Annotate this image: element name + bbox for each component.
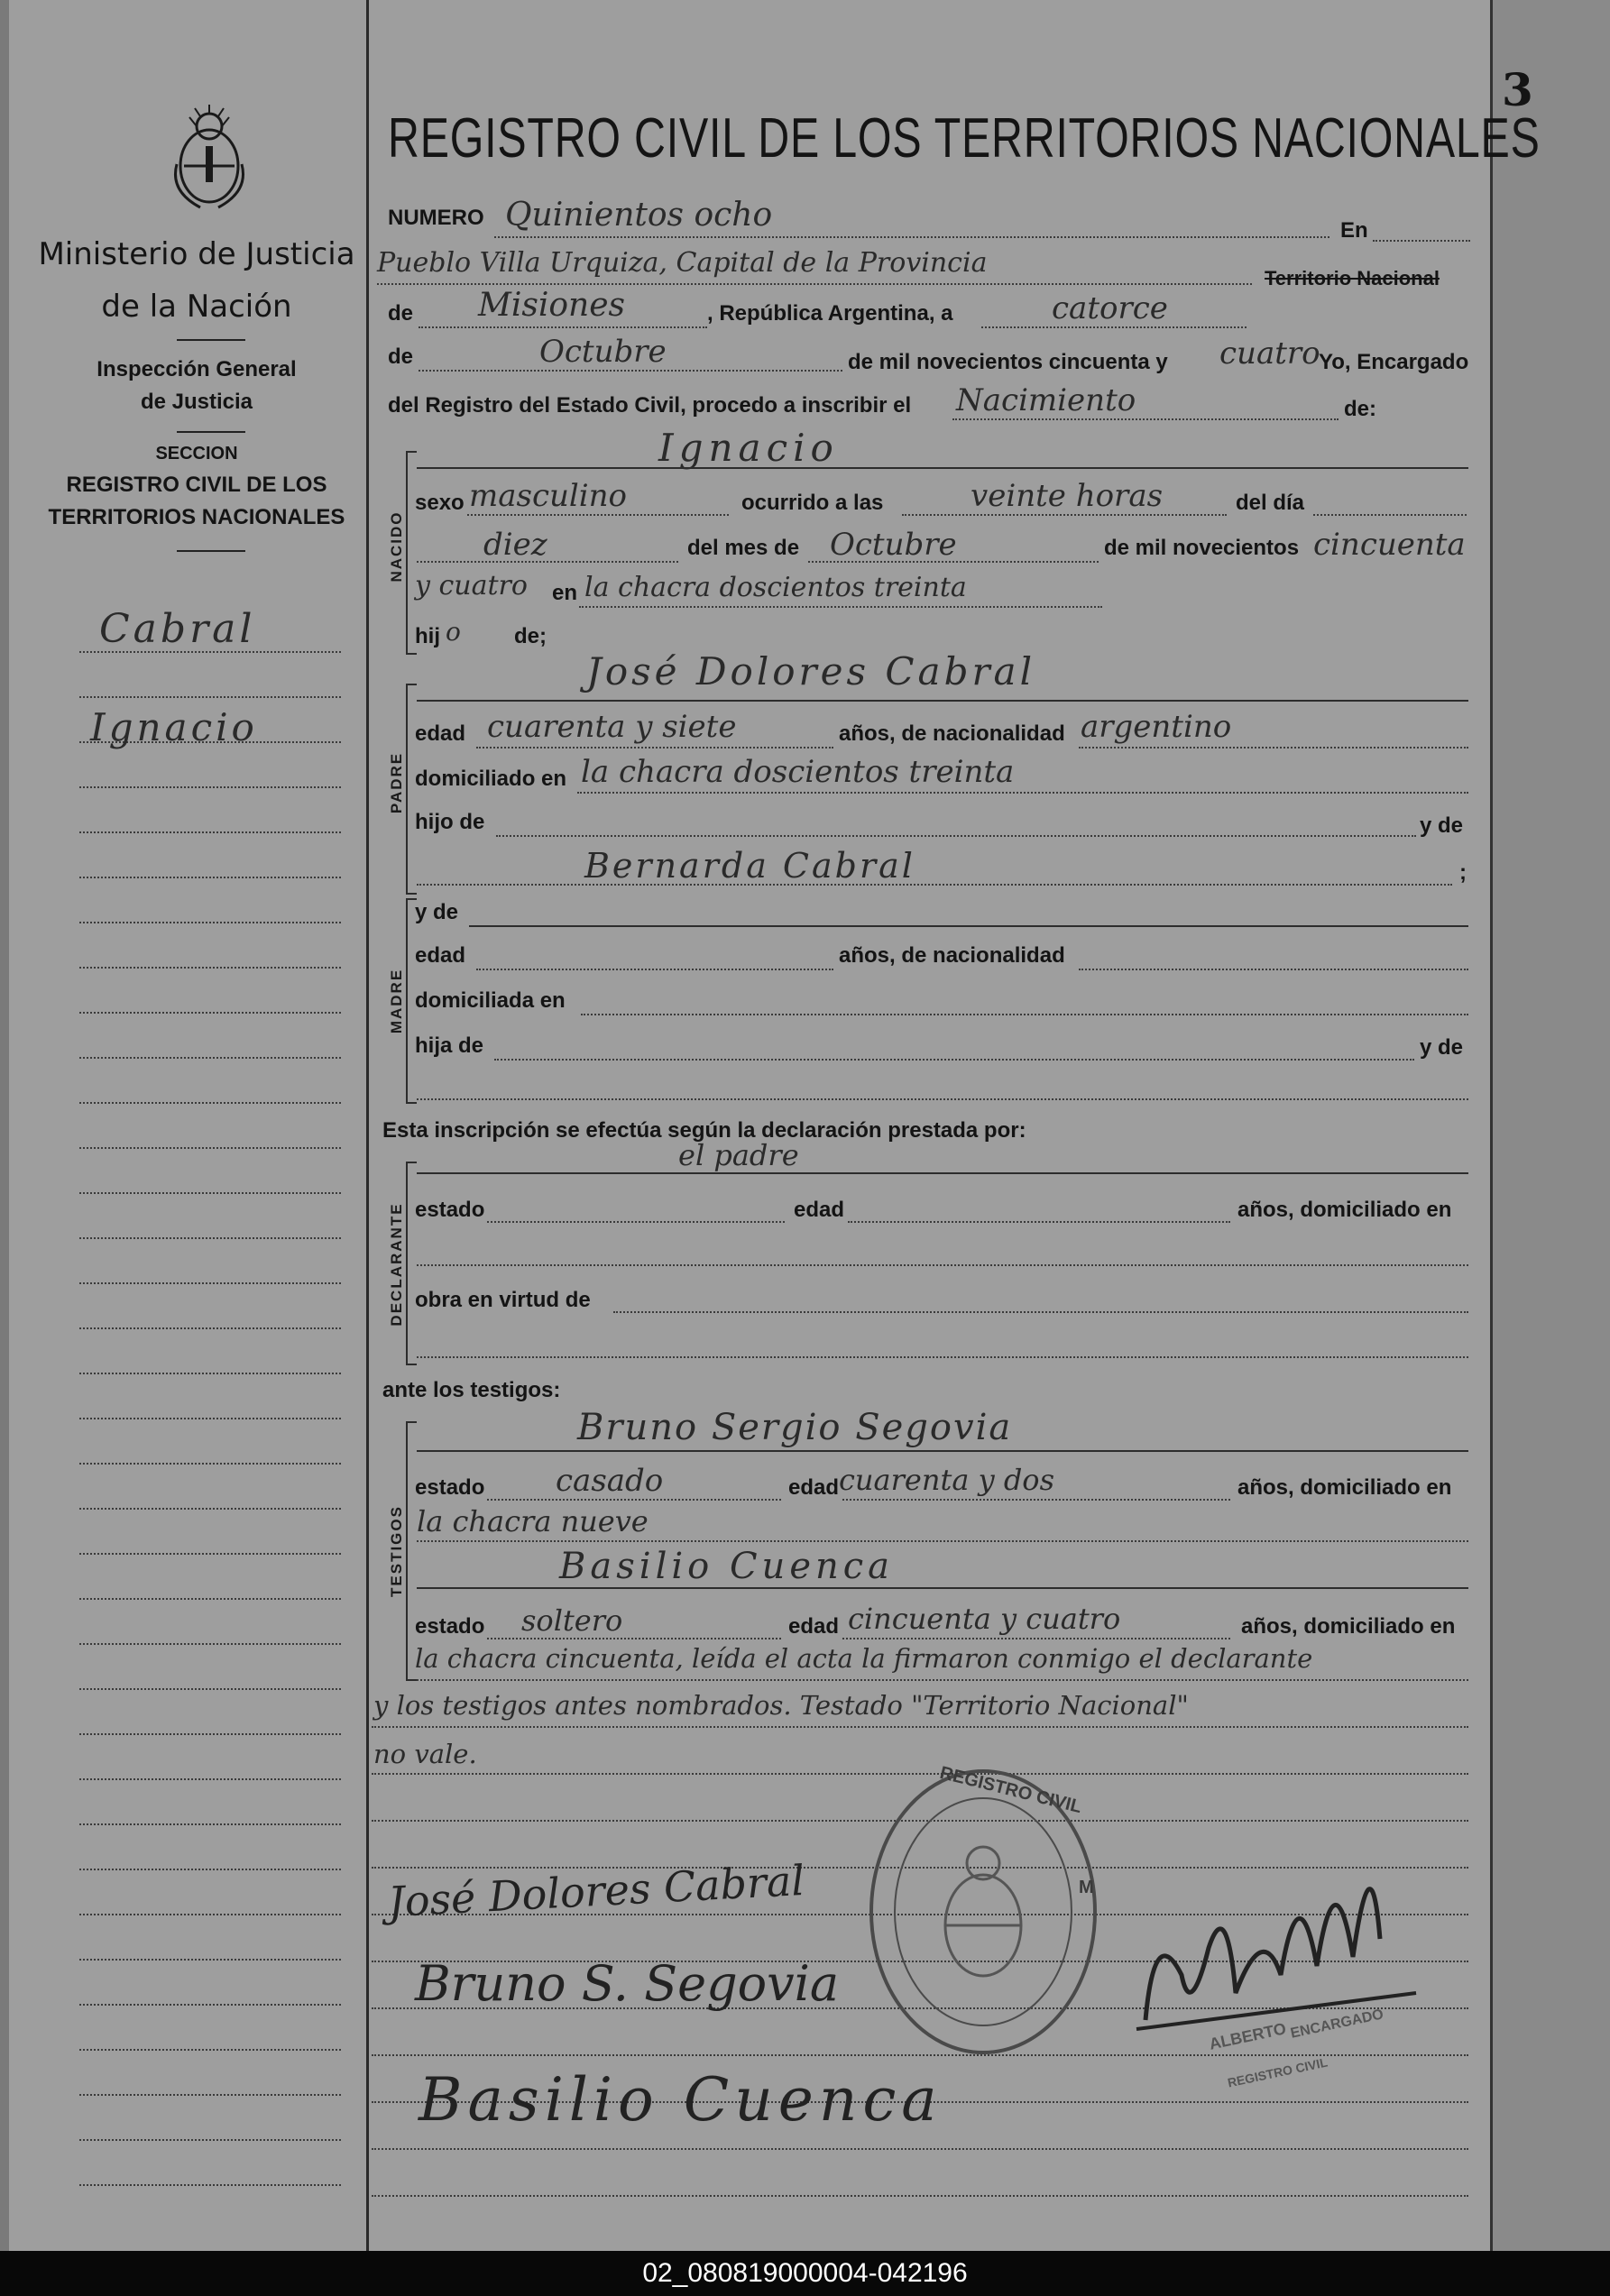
testigos-section-label: TESTIGOS [388, 1505, 405, 1597]
obra-label: obra en virtud de [415, 1288, 591, 1312]
sidebar-ruled-line [79, 696, 341, 698]
sidebar-ruled-line [79, 1012, 341, 1014]
witness1-edad-value: cuarenta y dos [839, 1463, 1054, 1497]
sidebar-ruled-line [79, 1463, 341, 1465]
place-field-line [377, 283, 1252, 285]
declarante-bracket [406, 1162, 417, 1365]
hijo-label: hij [415, 624, 440, 648]
sidebar-ruled-line [79, 1643, 341, 1645]
witness2-edad-value: cincuenta y cuatro [848, 1602, 1121, 1636]
en-place-label: en [552, 581, 578, 605]
del-dia-label: del día [1236, 491, 1305, 515]
sidebar-ruled-line [79, 1823, 341, 1825]
declarante-section-label: DECLARANTE [388, 1202, 405, 1327]
witness2-estado-label: estado [415, 1614, 485, 1639]
witness2-edad-label: edad [788, 1614, 840, 1639]
place-value: Pueblo Villa Urquiza, Capital de la Provincia [377, 247, 988, 279]
padre-edad-value: cuarenta y siete [487, 709, 737, 745]
territorio-label-struck: Territorio Nacional [1265, 267, 1440, 289]
sidebar-ruled-line [79, 2004, 341, 2006]
madre-anos-label: años, de nacionalidad [839, 943, 1065, 968]
signature-witness-2: Basilio Cuenca [419, 2065, 943, 2135]
de-month-label: de [388, 344, 414, 369]
sidebar-ruled-line [79, 1418, 341, 1419]
witness2-edad-field-line [842, 1638, 1230, 1639]
witness1-name-value: Bruno Sergio Segovia [577, 1407, 1013, 1448]
en-field-line [1373, 240, 1470, 242]
madre-hija-de-label: hija de [415, 1033, 484, 1058]
sidebar-surname: Cabral [99, 606, 256, 652]
witness2-estado-value: soltero [521, 1603, 623, 1638]
sidebar-ruled-line [79, 1733, 341, 1735]
sig-rule-9 [372, 2195, 1468, 2197]
ministry-line-2: de la Nación [101, 289, 292, 325]
de-colon-label: de: [1344, 397, 1376, 421]
sidebar-ruled-line [79, 1373, 341, 1374]
born-day-value: diez [483, 527, 547, 563]
sidebar-ruled-line [79, 1282, 341, 1284]
margin-rule [366, 0, 369, 2251]
section-line-1: SECCION [155, 444, 238, 464]
witness1-name-line [417, 1450, 1468, 1452]
witness1-estado-value: casado [556, 1463, 664, 1499]
coat-of-arms-icon [164, 101, 254, 218]
padre-anos-label: años, de nacionalidad [839, 721, 1065, 746]
padre-mother-field-line [417, 884, 1452, 886]
sidebar-ruled-line [79, 1102, 341, 1104]
sidebar-ruled-line [79, 1688, 341, 1690]
padre-domicilio-value: la chacra doscientos treinta [581, 754, 1015, 790]
officer-stamp-line-1: ALBERTO [1207, 2019, 1288, 2053]
sidebar-ruled-line [79, 2049, 341, 2051]
witness1-edad-label: edad [788, 1475, 840, 1500]
padre-hijo-de-label: hijo de [415, 810, 485, 834]
testigos-bracket [406, 1421, 417, 1681]
madre-edad-field-line [476, 969, 833, 970]
padre-name-value: José Dolores Cabral [586, 649, 1036, 693]
day-born-field-line [417, 561, 678, 563]
padre-name-line [417, 700, 1468, 702]
sidebar-ruled-line [79, 1778, 341, 1780]
declarante-edad-field-line [848, 1221, 1230, 1223]
witness1-domicilio-value: la chacra nueve [417, 1504, 649, 1538]
sidebar-ruled-line [79, 831, 341, 833]
binding-edge [0, 0, 9, 2251]
padre-nacionalidad-value: argentino [1081, 709, 1232, 745]
numero-field-line [494, 236, 1329, 238]
sidebar-ruled-line [79, 1327, 341, 1329]
witness2-anos-label: años, domiciliado en [1241, 1614, 1456, 1639]
sidebar-ruled-line [79, 1057, 341, 1059]
sidebar-ruled-line [79, 1598, 341, 1600]
closing-line-2: y los testigos antes nombrados. Testado "Territorio Nacional" [373, 1690, 1189, 1721]
closing-line-1-rule [417, 1679, 1468, 1681]
numero-label: NUMERO [388, 206, 484, 230]
seal-top-text: REGISTRO CIVIL [937, 1762, 1084, 1818]
officer-stamp-line-2: ENCARGADO [1289, 2007, 1385, 2042]
signature-father: José Dolores Cabral [386, 1855, 806, 1927]
sidebar-ruled-line [79, 2094, 341, 2096]
del-mes-label: del mes de [687, 536, 800, 560]
act-value: Nacimiento [956, 382, 1136, 418]
padre-section-label: PADRE [388, 751, 405, 814]
officer-stamp-line-3: REGISTRO CIVIL [1226, 2054, 1329, 2090]
madre-section-label: MADRE [388, 968, 405, 1034]
madre-final-field-line [417, 1098, 1468, 1100]
inspection-line-2: de Justicia [140, 390, 253, 414]
sidebar-ruled-line [79, 1237, 341, 1239]
de-mil-label: de mil novecientos [1104, 536, 1300, 560]
padre-y-de-label: y de [1420, 813, 1464, 838]
witness2-name-value: Basilio Cuenca [559, 1546, 894, 1587]
sidebar-ruled-line [79, 922, 341, 923]
sexo-value: masculino [469, 478, 628, 514]
declarante-edad-label: edad [794, 1198, 845, 1222]
date-year-value: cuatro [1219, 335, 1320, 372]
padre-domiciliado-label: domiciliado en [415, 767, 567, 791]
declarante-final-field-line [417, 1356, 1468, 1358]
territory-value: Misiones [478, 287, 626, 324]
act-field-line [952, 418, 1339, 420]
sexo-label: sexo [415, 491, 465, 515]
closing-line-2-rule [372, 1726, 1468, 1728]
sidebar-ruled-line [79, 967, 341, 969]
witness1-anos-label: años, domiciliado en [1237, 1475, 1452, 1500]
nacido-name-value: Ignacio [658, 426, 839, 470]
padre-edad-field-line [476, 747, 833, 748]
witness2-estado-field-line [487, 1638, 781, 1639]
sidebar-ruled-line [79, 1192, 341, 1194]
madre-y-de-label: y de [415, 900, 459, 924]
born-place-field-line [579, 606, 1102, 608]
nacido-section-label: NACIDO [388, 510, 405, 583]
section-line-3: TERRITORIOS NACIONALES [48, 505, 345, 529]
padre-nacionalidad-field-line [1079, 747, 1468, 748]
hijo-suffix-value: o [446, 617, 461, 647]
sidebar-given-name: Ignacio [90, 705, 258, 749]
republica-label: , República Argentina, a [707, 301, 953, 326]
witness1-estado-label: estado [415, 1475, 485, 1500]
date-month-value: Octubre [539, 334, 667, 370]
sidebar-ruled-line [79, 1959, 341, 1961]
signature-witness-1: Bruno S. Segovia [415, 1955, 840, 2012]
numero-value: Quinientos ocho [505, 197, 773, 234]
month-field-line [419, 370, 842, 372]
sidebar-ruled-line [79, 2139, 341, 2141]
hour-field-line [902, 514, 1227, 516]
testigos-intro: ante los testigos: [382, 1378, 561, 1402]
sidebar-divider-3 [177, 550, 245, 552]
del-dia-field-line [1313, 514, 1467, 516]
hijo-de-label: de; [514, 624, 547, 648]
madre-domiciliada-label: domiciliada en [415, 988, 566, 1013]
seal-side-text: M [1079, 1878, 1094, 1897]
witness1-edad-field-line [842, 1499, 1230, 1501]
year-label: de mil novecientos cincuenta y [848, 350, 1168, 374]
encargado-label: Yo, Encargado [1319, 350, 1469, 374]
page-number: 3 [1502, 63, 1533, 116]
right-cover-strip [1493, 0, 1610, 2251]
day-field-line [981, 326, 1247, 328]
declarante-domicilio-field-line [417, 1264, 1468, 1266]
section-line-2: REGISTRO CIVIL DE LOS [66, 473, 327, 497]
sidebar-ruled-line [79, 1869, 341, 1870]
obra-field-line [613, 1311, 1468, 1313]
sidebar-ruled-line [79, 1553, 341, 1555]
padre-hijo-de-field-line [496, 835, 1416, 837]
registro-label: del Registro del Estado Civil, procedo a inscribir el [388, 393, 912, 418]
born-place-value: la chacra doscientos treinta [584, 572, 967, 603]
page-title: REGISTRO CIVIL DE LOS TERRITORIOS NACIONALES [388, 107, 1541, 170]
madre-name-line [469, 925, 1468, 927]
sidebar-ruled-line [79, 1508, 341, 1510]
witness2-name-line [417, 1587, 1468, 1589]
sidebar-ruled-line [79, 786, 341, 788]
declarante-name-line [417, 1172, 1468, 1174]
declarante-estado-field-line [487, 1221, 785, 1223]
madre-edad-label: edad [415, 943, 466, 968]
closing-line-1: la chacra cincuenta, leída el acta la firmaron conmigo el declarante [415, 1643, 1313, 1674]
born-year-value-2: y cuatro [415, 570, 528, 602]
madre-domicilio-field-line [581, 1014, 1468, 1015]
madre-hija-de-field-line [494, 1059, 1414, 1061]
ocurrido-label: ocurrido a las [741, 491, 884, 515]
declaracion-intro: Esta inscripción se efectúa según la declaración prestada por: [382, 1118, 1026, 1143]
de-label: de [388, 301, 414, 326]
nacido-name-line [417, 467, 1468, 469]
footer-id: 02_080819000004-042196 [0, 2251, 1610, 2296]
sig-rule-8 [372, 2148, 1468, 2150]
sidebar-ruled-line [79, 877, 341, 878]
padre-domicilio-field-line [577, 792, 1468, 794]
declarante-name-value: el padre [678, 1138, 799, 1172]
declarante-estado-label: estado [415, 1198, 485, 1222]
sidebar-ruled-line [79, 2184, 341, 2186]
hour-value: veinte horas [971, 478, 1164, 514]
madre-y-de-end-label: y de [1420, 1035, 1464, 1060]
date-day-value: catorce [1052, 290, 1168, 326]
territory-field-line [419, 326, 707, 328]
born-year-value-1: cincuenta [1313, 527, 1466, 563]
sidebar-ruled-line [79, 1147, 341, 1149]
padre-mother-value: Bernarda Cabral [584, 846, 915, 886]
witness1-estado-field-line [487, 1499, 781, 1501]
ministry-line-1: Ministerio de Justicia [38, 236, 355, 272]
sidebar-divider-2 [177, 431, 245, 433]
madre-nacionalidad-field-line [1079, 969, 1468, 970]
en-label: En [1340, 218, 1368, 243]
sidebar-divider-1 [177, 339, 245, 341]
padre-semicolon: ; [1459, 860, 1467, 885]
born-month-value: Octubre [830, 527, 957, 563]
closing-line-3: no vale. [373, 1739, 477, 1769]
inspection-line-1: Inspección General [97, 357, 297, 381]
sidebar-ruled-line [79, 1914, 341, 1915]
declarante-anos-label: años, domiciliado en [1237, 1198, 1452, 1222]
padre-edad-label: edad [415, 721, 466, 746]
sexo-field-line [467, 514, 729, 516]
witness1-domicilio-field-line [417, 1540, 1468, 1542]
